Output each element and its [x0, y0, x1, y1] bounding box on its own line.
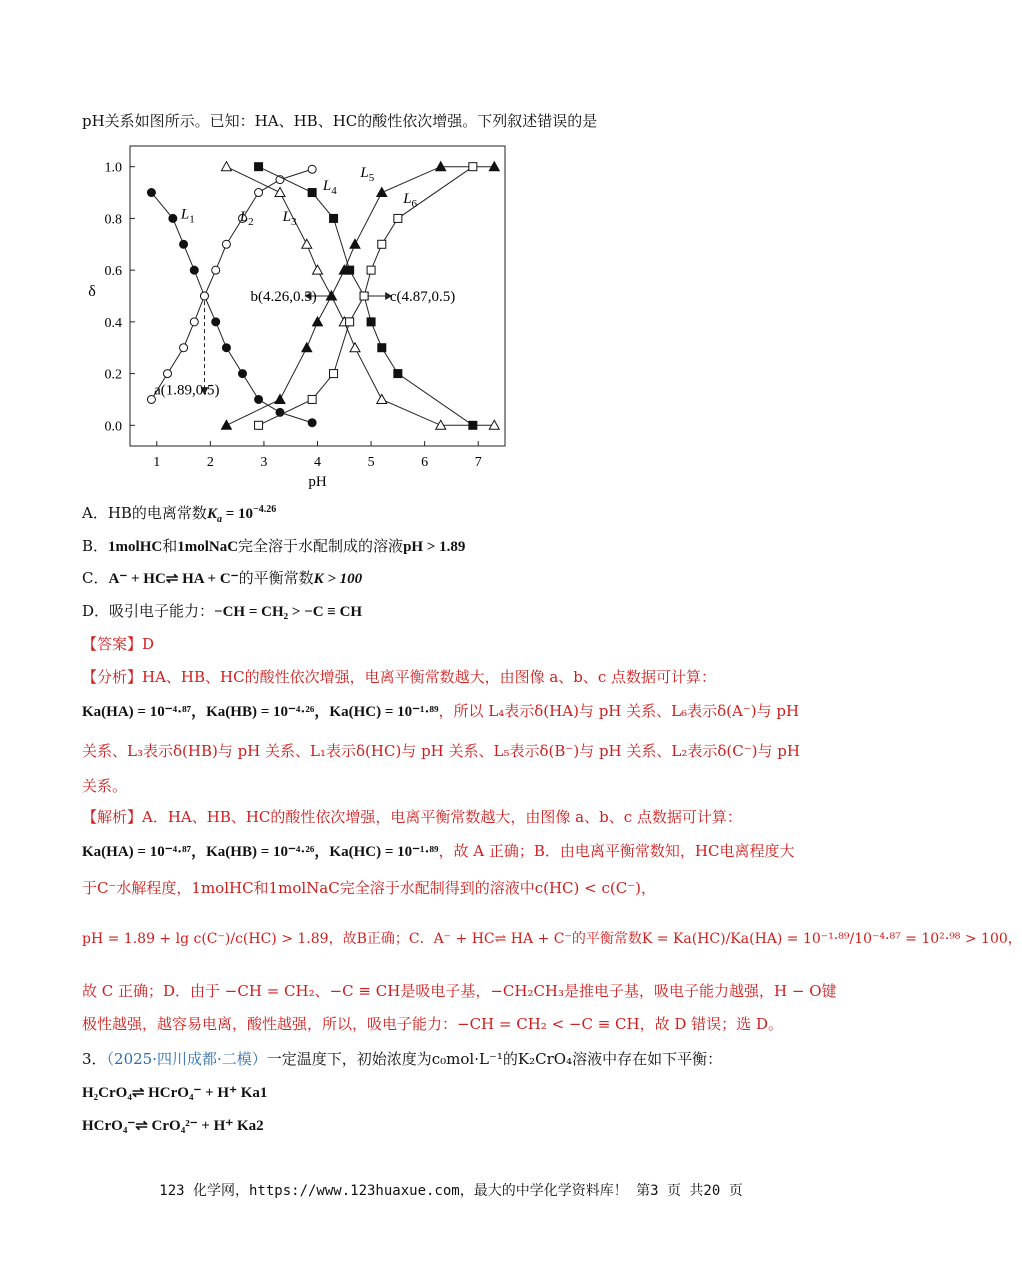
data-point — [255, 395, 263, 403]
data-point — [378, 344, 386, 352]
data-point — [489, 162, 499, 171]
data-point — [308, 395, 316, 403]
data-point — [239, 370, 247, 378]
x-tick-label: 5 — [367, 455, 375, 470]
analysis-line3: 关系、L₃表示δ(HB)与 pH 关系、L₁表示δ(HC)与 pH 关系、L₅表示δ(B⁻)与 pH 关系、L₂表示δ(C⁻)与 pH — [82, 742, 800, 760]
data-point — [308, 419, 316, 427]
analysis-head: 【分析】HA、HB、HC的酸性依次增强，电离平衡常数越大，由图像 a、b、c 点数据可计算： — [82, 668, 717, 686]
data-point — [313, 265, 323, 274]
data-point — [222, 344, 230, 352]
data-point — [378, 240, 386, 248]
data-point — [190, 318, 198, 326]
data-point — [221, 162, 231, 171]
series-label-L3: $L_3$ — [282, 209, 297, 228]
data-point — [350, 343, 360, 352]
data-point — [190, 266, 198, 274]
question-intro: pH关系如图所示。已知：HA、HB、HC的酸性依次增强。下列叙述错误的是 — [82, 112, 598, 130]
data-point — [212, 266, 220, 274]
explain-line6: 极性越强，越容易电离，酸性越强，所以，吸电子能力：−CH = CH₂ < −C ≡ CH，故 D 错误；选 D。 — [82, 1015, 783, 1033]
data-point — [200, 292, 208, 300]
explain-line3: 于C⁻水解程度，1molHC和1molNaC完全溶于水配制得到的溶液中c(HC) < c(C⁻)， — [82, 879, 656, 897]
explain-line5: 故 C 正确；D．由于 −CH = CH₂、−C ≡ CH是吸电子基，−CH₂CH₃是推电子基，吸电子能力越强，H − O键 — [82, 982, 837, 1000]
data-point — [377, 188, 387, 197]
chart-axes — [88, 146, 505, 490]
data-point — [436, 162, 446, 171]
option-c: C．A⁻ + HC⇌ HA + C⁻的平衡常数K > 100 — [82, 569, 363, 587]
data-point — [169, 214, 177, 222]
option-a: A．HB的电离常数$K_a = 10^{-4.26}$ — [82, 504, 277, 525]
series-label-L2: $L_2$ — [239, 209, 254, 228]
data-point — [255, 189, 263, 197]
explain-line2: Ka(HA) = 10⁻⁴·⁸⁷，Ka(HB) = 10⁻⁴·²⁶，Ka(HC) = 10⁻¹·⁸⁹，故 A 正确；B．由电离平衡常数知，HC电离程度大 — [82, 842, 795, 860]
y-tick-label: 0.0 — [104, 419, 122, 435]
data-point — [222, 240, 230, 248]
data-point — [367, 318, 375, 326]
annotation-c: c(4.87,0.5) — [389, 289, 456, 305]
series-label-L6: $L_6$ — [403, 190, 418, 210]
x-tick-label: 6 — [421, 455, 429, 470]
x-tick-label: 1 — [153, 455, 161, 470]
data-point — [367, 266, 375, 274]
data-point — [212, 318, 220, 326]
analysis-line4: 关系。 — [82, 777, 128, 795]
data-point — [469, 163, 477, 171]
data-point — [255, 163, 263, 171]
explain-line4: pH = 1.89 + lg c(C⁻)/c(HC) > 1.89，故B正确；C．A⁻ + HC⇌ HA + C⁻的平衡常数K = Ka(HC)/Ka(HA) = 10⁻¹·⁸⁹/10⁻⁴·⁸⁷ = 10²·⁹⁸ > 100， — [82, 931, 1022, 947]
data-point — [255, 421, 263, 429]
annotation-b: b(4.26,0.5) — [250, 289, 317, 305]
data-point — [394, 370, 402, 378]
data-point — [275, 394, 285, 403]
y-tick-label: 0.8 — [104, 212, 122, 228]
data-point — [330, 370, 338, 378]
data-point — [180, 344, 188, 352]
x-tick-label: 4 — [314, 455, 321, 470]
data-point — [346, 318, 354, 326]
data-point — [313, 317, 323, 326]
x-tick-label: 2 — [206, 455, 214, 470]
page-footer: 123 化学网，https://www.123huaxue.com，最大的中学化学资料库！ 第3 页 共20 页 — [159, 1183, 743, 1199]
y-tick-label: 0.4 — [104, 315, 122, 331]
data-point — [330, 214, 338, 222]
explain-head: 【解析】A．HA、HB、HC的酸性依次增强，电离平衡常数越大，由图像 a、b、c 点数据可计算： — [82, 808, 742, 826]
answer: 【答案】D — [82, 635, 155, 653]
data-point — [302, 343, 312, 352]
y-tick-label: 1.0 — [104, 160, 122, 176]
option-d: D．吸引电子能力：−CH = CH₂ > −C ≡ CH — [82, 602, 363, 620]
data-point — [377, 394, 387, 403]
analysis-line2: Ka(HA) = 10⁻⁴·⁸⁷，Ka(HB) = 10⁻⁴·²⁶，Ka(HC) = 10⁻¹·⁸⁹，所以 L₄表示δ(HA)与 pH 关系、L₆表示δ(A⁻)与 pH — [82, 702, 800, 720]
equilibrium-2: HCrO₄⁻⇌ CrO₄²⁻ + H⁺ Ka2 — [82, 1118, 264, 1134]
question-3: 3．（2025·四川成都·二模）一定温度下，初始浓度为c₀mol·L⁻¹的K₂CrO₄溶液中存在如下平衡： — [82, 1050, 723, 1068]
data-point — [350, 239, 360, 248]
data-point — [308, 189, 316, 197]
series-label-L1: $L_1$ — [180, 206, 195, 226]
data-point — [469, 421, 477, 429]
series-label-L4: $L_4$ — [322, 177, 337, 197]
x-axis-label: pH — [308, 474, 327, 490]
question-source[interactable]: （2025·四川成都·二模） — [106, 1050, 267, 1068]
y-axis-label: δ — [88, 283, 96, 300]
y-tick-label: 0.6 — [104, 264, 122, 280]
series-label-L5: $L_5$ — [360, 165, 375, 185]
y-tick-label: 0.2 — [104, 367, 122, 383]
data-point — [308, 165, 316, 173]
data-point — [302, 239, 312, 248]
option-b: B．1molHC和1molNaC完全溶于水配制成的溶液pH > 1.89 — [82, 537, 466, 555]
data-point — [180, 240, 188, 248]
data-point — [360, 292, 368, 300]
data-point — [147, 189, 155, 197]
chart — [80, 138, 520, 490]
data-point — [394, 214, 402, 222]
data-point — [164, 370, 172, 378]
data-point — [275, 188, 285, 197]
data-point — [221, 420, 231, 429]
x-tick-label: 3 — [260, 455, 268, 470]
series-line-L2 — [151, 169, 312, 399]
annotation-a: a(1.89,0.5) — [154, 382, 220, 399]
x-tick-label: 7 — [474, 455, 482, 470]
equilibrium-1: H₂CrO₄⇌ HCrO₄⁻ + H⁺ Ka1 — [82, 1085, 268, 1101]
